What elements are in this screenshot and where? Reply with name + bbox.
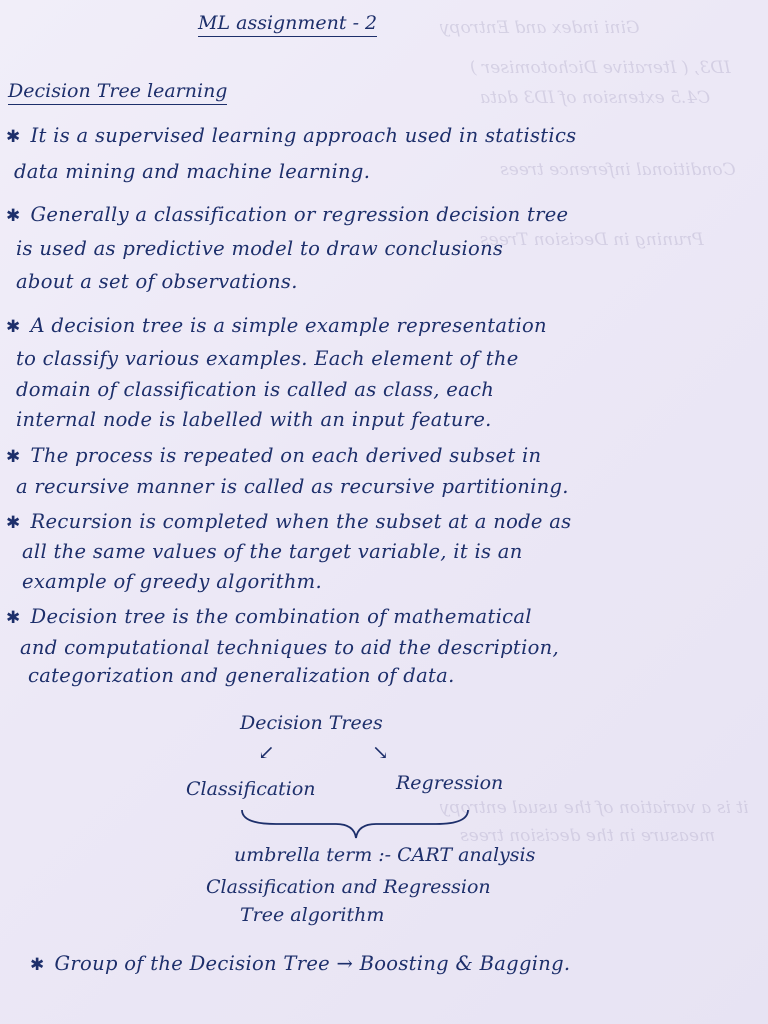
asterisk-icon: ✱ (6, 127, 21, 147)
bullet-6-line-2: and computational techniques to aid the description, (20, 636, 560, 659)
bullet-6-line-3: categorization and generalization of data. (28, 664, 455, 687)
diagram-classification: Classification (186, 778, 316, 800)
ghost-line-3: C4.5 extension of ID3 data (480, 88, 711, 108)
bullet-text: Generally a classification or regression decision tree (30, 203, 569, 226)
ghost-line-2: ID3, ( Iterative Dichotomiser ) (470, 58, 731, 78)
diagram-expansion-line-1: Classification and Regression (206, 876, 491, 898)
asterisk-icon: ✱ (6, 608, 21, 628)
curly-brace-icon (236, 806, 476, 842)
bullet-1-line-1 (6, 124, 577, 147)
bullet-4-line-2: a recursive manner is called as recursive partitioning. (16, 475, 569, 498)
bullet-5-line-2: all the same values of the target variable, it is an (22, 540, 523, 563)
ghost-line-5: Pruning in Decision Trees (480, 230, 704, 250)
section-heading: Decision Tree learning (8, 80, 227, 105)
bullet-text: Recursion is completed when the subset at a node as (30, 510, 572, 533)
bullet-3-line-3: domain of classification is called as class, each (16, 378, 495, 401)
bullet-2-line-2: is used as predictive model to draw conclusions (16, 237, 504, 260)
diagram-root: Decision Trees (240, 712, 383, 734)
asterisk-icon: ✱ (30, 955, 45, 975)
diagram-umbrella-term: umbrella term :- CART analysis (234, 844, 536, 866)
asterisk-icon: ✱ (6, 447, 21, 467)
bullet-5-line-3: example of greedy algorithm. (22, 570, 322, 593)
bullet-text: It is a supervised learning approach used in statistics (30, 124, 577, 147)
diagram-regression: Regression (396, 772, 504, 794)
ghost-line-6: it is a variation of the usual entropy (440, 798, 749, 818)
ghost-line-4: Conditional inference trees (500, 160, 736, 180)
bullet-1-line-2: data mining and machine learning. (14, 160, 371, 183)
arrow-down-left-icon: ↙ (258, 740, 275, 764)
diagram-expansion-line-2: Tree algorithm (240, 904, 385, 926)
bullet-text: Decision tree is the combination of mathematical (30, 605, 532, 628)
bullet-text: A decision tree is a simple example representation (30, 314, 547, 337)
bullet-3-line-2: to classify various examples. Each element of the (16, 347, 519, 370)
asterisk-icon: ✱ (6, 206, 21, 226)
final-bullet-text: Group of the Decision Tree → Boosting & Bagging. (54, 952, 571, 975)
bullet-text: The process is repeated on each derived subset in (30, 444, 542, 467)
bullet-3-line-4: internal node is labelled with an input feature. (16, 408, 492, 431)
asterisk-icon: ✱ (6, 513, 21, 533)
bullet-5-line-1 (6, 510, 571, 533)
page-title: ML assignment - 2 (198, 12, 377, 37)
bullet-2-line-3: about a set of observations. (16, 270, 298, 293)
ghost-line-1: Gini index and Entropy (440, 18, 640, 38)
bullet-2-line-1 (6, 203, 568, 226)
asterisk-icon: ✱ (6, 317, 21, 337)
bullet-3-line-1 (6, 314, 547, 337)
final-bullet (30, 952, 570, 975)
arrow-down-right-icon: ↘ (372, 740, 389, 764)
bullet-6-line-1 (6, 605, 532, 628)
bullet-4-line-1 (6, 444, 541, 467)
ghost-line-7: measure in the decision trees (460, 826, 716, 846)
